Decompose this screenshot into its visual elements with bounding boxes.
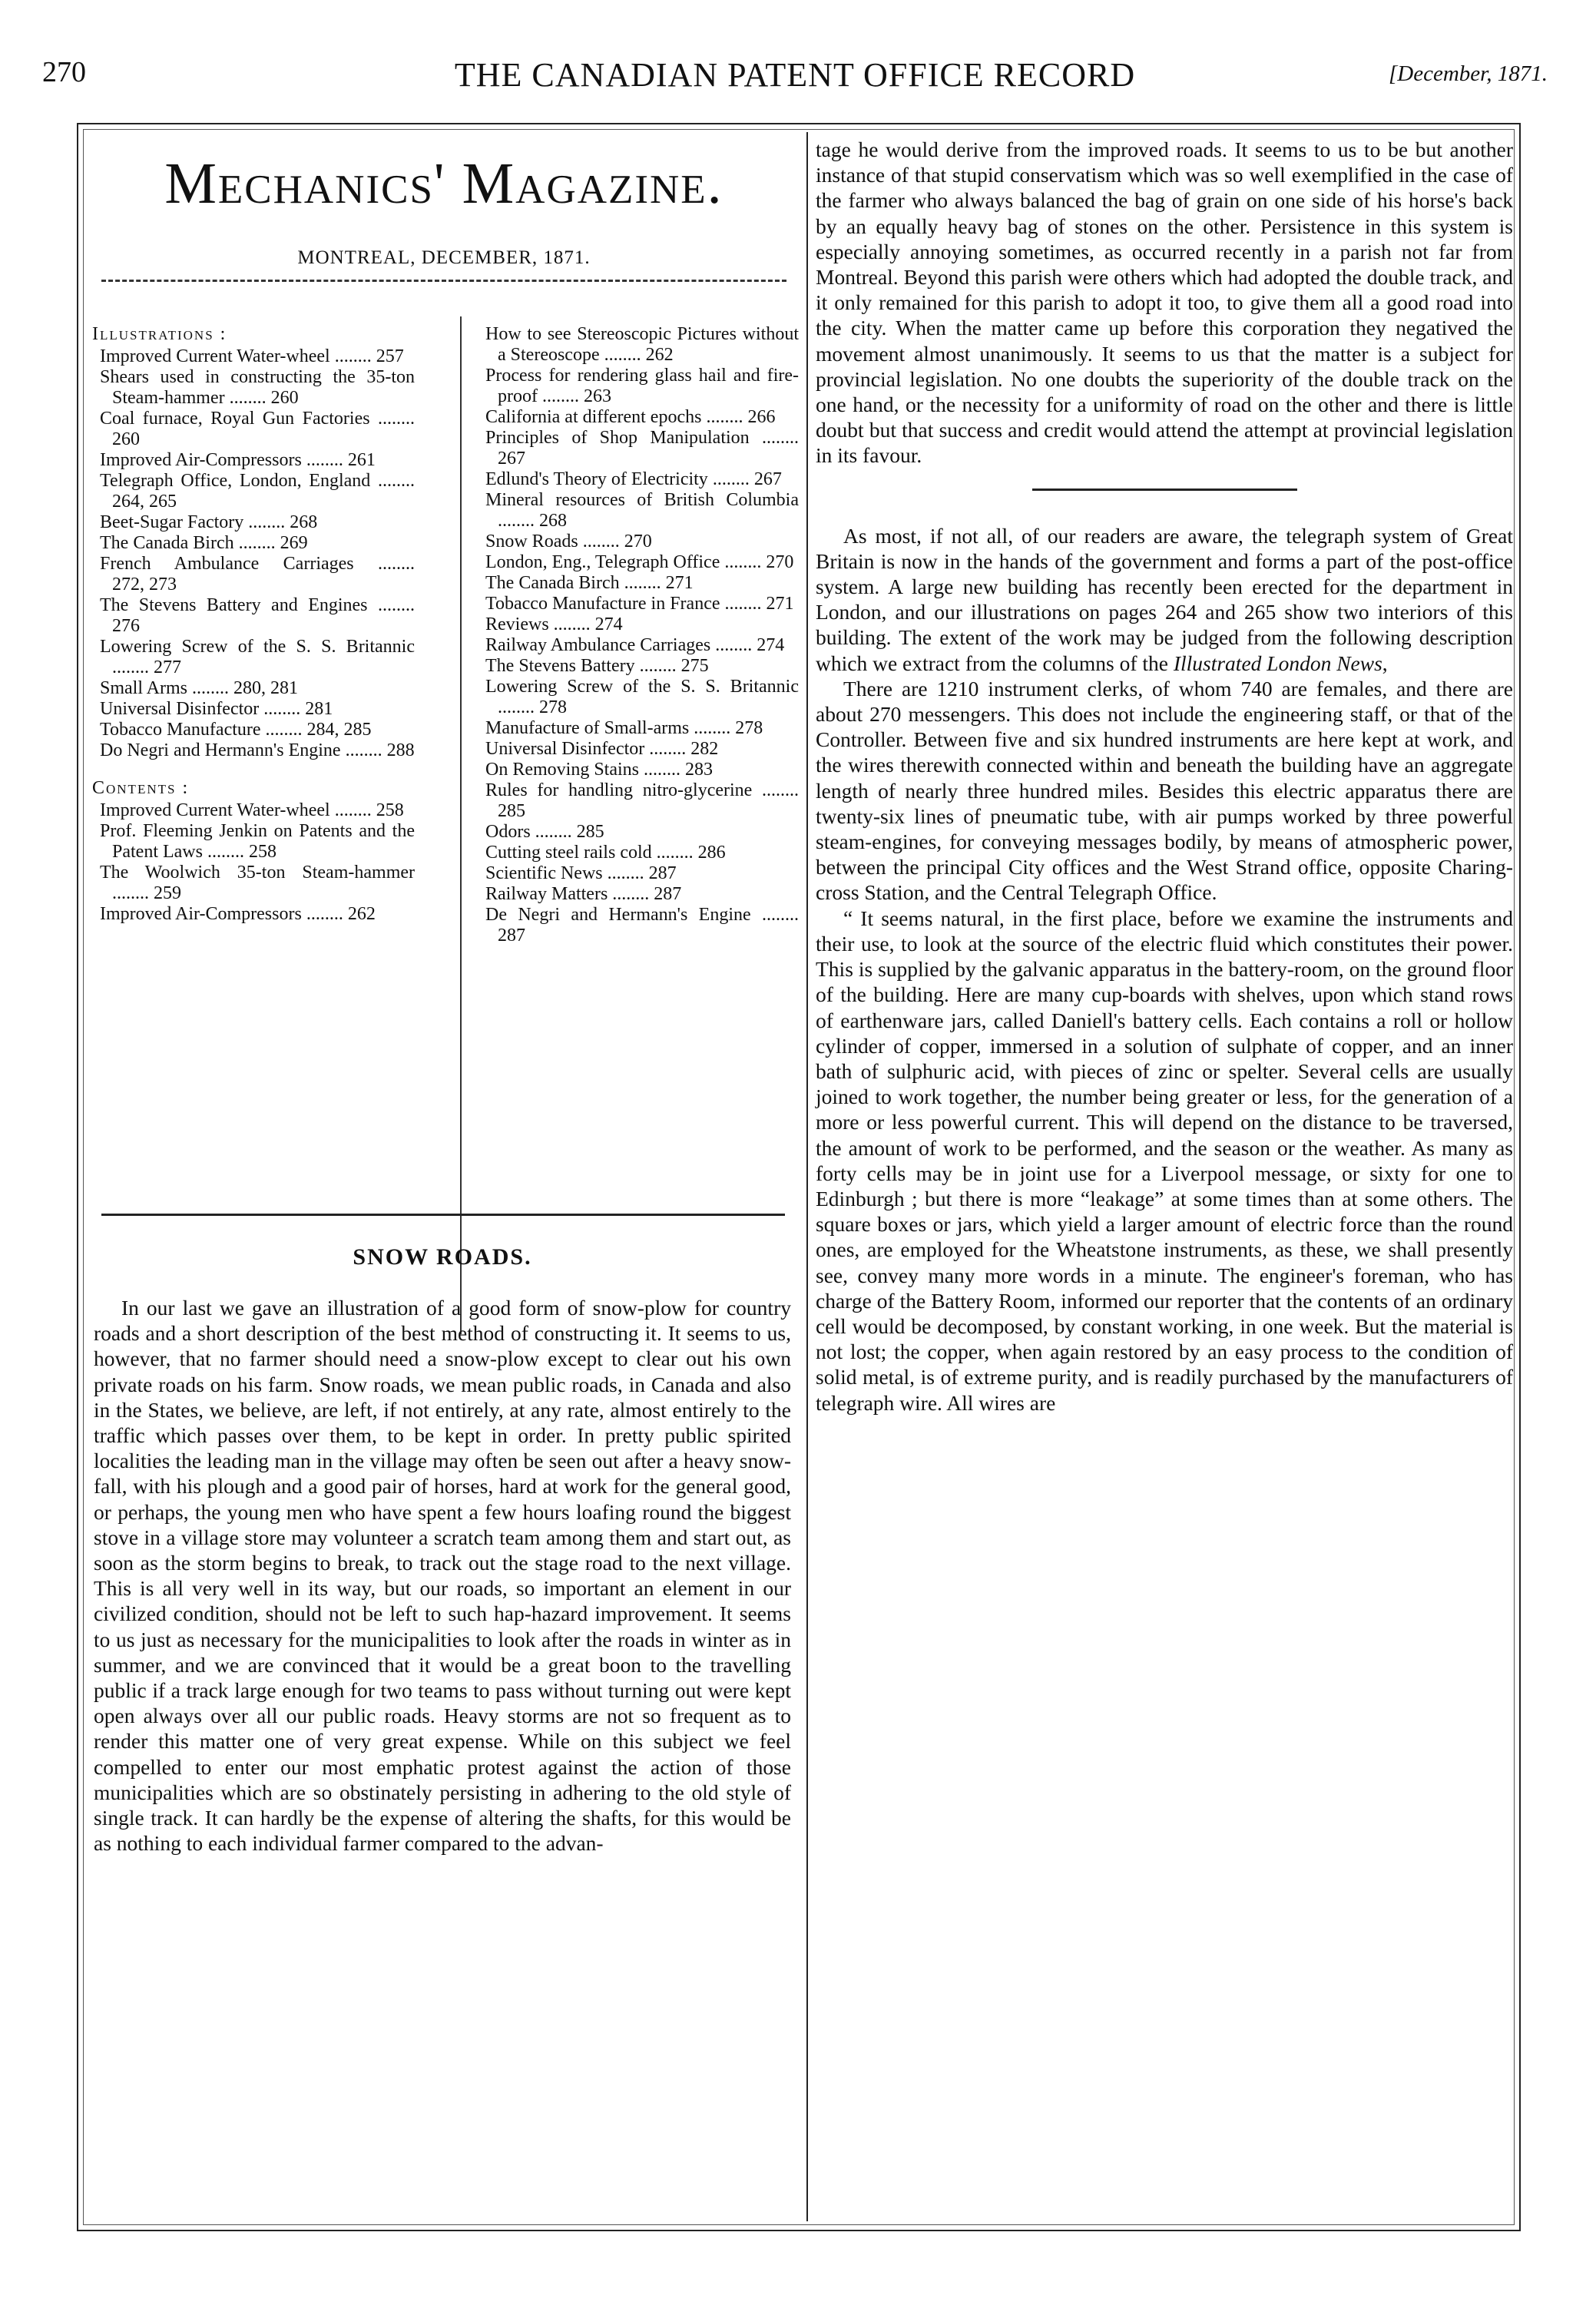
toc-entry-page: 275: [680, 656, 709, 676]
toc-entry-page: 280, 281: [233, 678, 299, 698]
toc-entry-title: Cutting steel rails cold: [485, 843, 652, 863]
article-paragraph: There are 1210 instrument clerks, of whom 740 are females, and there are about 270 messengers. This does not include the engineering staff, or that of the Controller. Between five and six hundred instruments are here kept at work, and the wires therewith connected within and beneath the building have an aggregate length of nearly three hundred miles. Besides this electric apparatus there are twenty-six lines of pneumatic tube, with air pumps worked by three powerful steam-engines, for conveying messages bodily, by means of atmospheric power, between the principal City offices and the West Strand office, opposite Charing-cross Station, and the Central Telegraph Office.: [816, 676, 1513, 905]
column-divider: [806, 132, 808, 2221]
toc-entry-title: Snow Roads: [485, 532, 578, 551]
left-column: [86, 132, 802, 2221]
article-separator: [1032, 489, 1297, 491]
toc-entry-title: Railway Matters: [485, 884, 608, 904]
toc-entry-page: 266: [747, 407, 776, 427]
toc-entry-title: Improved Air-Compressors: [100, 904, 302, 924]
toc-entry-title: Improved Current Water-wheel: [100, 800, 330, 820]
toc-entry: Odors ........ 285: [485, 822, 604, 842]
toc-entry-page: 287: [648, 863, 677, 883]
toc-entry-title: On Removing Stains: [485, 760, 640, 780]
toc-entry-page: 270: [624, 532, 652, 551]
toc-entry-page: 262: [347, 904, 376, 924]
toc-entry-page: 271: [766, 594, 794, 614]
toc-entry-page: 285: [498, 801, 525, 821]
toc-entry: Snow Roads ........ 270: [485, 532, 652, 551]
toc-entry: Railway Ambulance Carriages ........ 274: [485, 635, 785, 655]
toc-entry-title: Tobacco Manufacture: [100, 720, 261, 740]
running-head: [42, 55, 1548, 101]
toc-entry: Reviews ........ 274: [485, 614, 623, 634]
article-continuation: tage he would derive from the improved roads. It seems to us to be but another instance of that stupid conservatism which was so well exemplified in the case of the farmer who always balanced the bag of grain on one side of his horse's back by an equally heavy bag of stones on the other. Persistence in this system is especially annoying sometimes, as occurred recently in a parish not far from Montreal. Beyond this parish were others which had adopted the double track, and it only remained for this parish to adopt it too, to give them all a good road into the city. When the matter came up before this corporation they negatived the movement almost unanimously. It seems to us that the matter is a subject for provincial legislation. No one doubts the superiority of the double track on the one hand, or the necessity for a uniformity of road on the other and there is little doubt but that success and credit would attend the attempt at provincial legislation in its favour.: [816, 137, 1513, 468]
illustrations-list: [92, 346, 415, 761]
table-of-contents: [86, 303, 802, 1343]
toc-entry: Improved Current Water-wheel ........ 258: [100, 800, 404, 820]
toc-entry: The Stevens Battery ........ 275: [485, 656, 709, 676]
toc-entry-title: Shears used in constructing the 35-ton Steam-hammer: [100, 367, 415, 408]
toc-entry: How to see Stereoscopic Pictures without a Stereoscope ........ 262: [485, 324, 799, 365]
toc-entry: Coal furnace, Royal Gun Factories ........ 260: [100, 409, 415, 449]
toc-entry-title: Telegraph Office, London, England: [100, 471, 371, 491]
issue-date: [December, 1871.: [1389, 61, 1548, 86]
toc-entry-title: The Stevens Battery and Engines: [100, 595, 368, 615]
toc-entry-page: 281: [305, 699, 333, 719]
toc-entry-page: 274: [594, 614, 623, 634]
toc-entry-title: The Canada Birch: [100, 533, 234, 553]
toc-entry: Improved Air-Compressors ........ 262: [100, 904, 376, 924]
toc-entry: De Negri and Hermann's Engine ........ 287: [485, 905, 799, 946]
toc-entry: Tobacco Manufacture in France ........ 271: [485, 594, 794, 614]
toc-entry-title: Edlund's Theory of Electricity: [485, 469, 708, 489]
toc-entry-page: 267: [753, 469, 782, 489]
article-paragraph: In our last we gave an illustration of a good form of snow-plow for country roads and a short description of the best method of constructing it. It seems to us, however, that no farmer should need a snow-plow except to clear out his own private roads on his farm. Snow roads, we mean public roads, in Canada and also in the States, we believe, are left, if not entirely, at any rate, almost entirely to the traffic which passes over them, to be kept in order. In pretty public spirited localities the leading man in the village may often be seen out after a heavy snow-fall, with his plough and a good pair of horses, hard at work for the general good, or perhaps, the young men who have spent a few hours loafing round the biggest stove in a village store may volunteer a scratch team among them and start out, as soon as the storm begins to break, to track out the stage road to the next village. This is all very well in its way, but our roads, so important an element in our civilized condition, should not be left to such hap-hazard improvement. It seems to us just as necessary for the municipalities to look after the roads in winter as in summer, and we are convinced that it would be a great boon to the travelling public if a track large enough for two teams to pass without turning out were kept open always over all our public roads. Heavy storms are not so frequent as to render this matter one of very great expense. While on this subject we feel compelled to enter our most emphatic protest against the action of those municipalities which are so obstinately persisting in adhering to the old style of single track. It can hardly be the expense of altering the shafts, for this would be as nothing to each individual farmer compared to the advan-: [94, 1296, 791, 1856]
toc-entry-title: Principles of Shop Manipulation: [485, 428, 750, 448]
toc-entry: Rules for handling nitro-glycerine ........ 285: [485, 780, 799, 821]
publication-title: THE CANADIAN PATENT OFFICE RECORD: [454, 56, 1136, 94]
toc-entry-page: 278: [539, 697, 567, 717]
toc-entry-page: 287: [654, 884, 682, 904]
toc-entry-page: 268: [539, 511, 567, 531]
toc-entry-title: Railway Ambulance Carriages: [485, 635, 711, 655]
toc-entry: Tobacco Manufacture ........ 284, 285: [100, 720, 372, 740]
toc-entry-page: 268: [290, 512, 318, 532]
toc-column-right: [478, 324, 799, 946]
toc-entry: Telegraph Office, London, England ........ 264, 265: [100, 471, 415, 512]
toc-entry: The Woolwich 35-ton Steam-hammer ........ 259: [100, 863, 415, 903]
toc-entry: Lowering Screw of the S. S. Britannic ........ 277: [100, 637, 415, 677]
toc-entry-page: 285: [576, 822, 604, 842]
toc-entry: Railway Matters ........ 287: [485, 884, 682, 904]
toc-entry: Manufacture of Small-arms ........ 278: [485, 718, 763, 738]
toc-entry-title: Reviews: [485, 614, 549, 634]
toc-entry-title: Beet-Sugar Factory: [100, 512, 244, 532]
toc-entry-title: Small Arms: [100, 678, 188, 698]
toc-entry-title: Mineral resources of British Columbia: [485, 490, 799, 510]
article-title: SNOW ROADS.: [353, 1244, 532, 1270]
toc-entry-page: 288: [386, 740, 415, 760]
article-snow-roads: [94, 1244, 791, 1856]
toc-entry-page: 272, 273: [112, 575, 177, 594]
dashed-rule: [101, 280, 786, 282]
toc-divider: [460, 316, 462, 1334]
toc-entry-page: 284, 285: [306, 720, 372, 740]
toc-entry: Improved Current Water-wheel ........ 257: [100, 346, 404, 366]
toc-entry-title: Do Negri and Hermann's Engine: [100, 740, 341, 760]
toc-entry: The Canada Birch ........ 269: [100, 533, 308, 553]
toc-entry-title: Rules for handling nitro-glycerine: [485, 780, 753, 800]
toc-entry: Principles of Shop Manipulation ........ 267: [485, 428, 799, 469]
toc-entry-title: The Woolwich 35-ton Steam-hammer: [100, 863, 415, 883]
contents-list: [92, 800, 415, 925]
toc-entry-page: 259: [154, 883, 181, 903]
toc-entry: Improved Air-Compressors ........ 261: [100, 450, 376, 470]
illustrations-heading: Illustrations :: [92, 324, 227, 344]
toc-entry-page: 283: [685, 760, 714, 780]
toc-entry-title: How to see Stereoscopic Pictures without a Stereoscope: [485, 324, 799, 365]
toc-entry-page: 287: [498, 926, 525, 946]
toc-entry-title: Manufacture of Small-arms: [485, 718, 690, 738]
toc-entry: French Ambulance Carriages ........ 272, 273: [100, 554, 416, 594]
toc-entry-page: 276: [112, 616, 140, 636]
toc-entry-title: Tobacco Manufacture in France: [485, 594, 720, 614]
toc-entry-page: 263: [583, 386, 611, 406]
toc-entry: Beet-Sugar Factory ........ 268: [100, 512, 318, 532]
section-rule: [101, 1214, 785, 1216]
toc-entry-page: 274: [757, 635, 785, 655]
toc-entry-title: French Ambulance Carriages: [100, 554, 354, 574]
toc-entry: Process for rendering glass hail and fire-proof ........ 263: [485, 366, 799, 406]
toc-entry-page: 258: [376, 800, 404, 820]
source-citation: Illustrated London News: [1173, 651, 1382, 675]
toc-entry: Cutting steel rails cold ........ 286: [485, 843, 726, 863]
toc-entry: Scientific News ........ 287: [485, 863, 677, 883]
toc-entry-title: The Canada Birch: [485, 573, 620, 593]
toc-entry-page: 278: [735, 718, 763, 738]
contents-list-continued: [478, 324, 799, 946]
toc-entry-title: Universal Disinfector: [100, 699, 260, 719]
toc-entry: The Canada Birch ........ 271: [485, 573, 694, 593]
toc-entry-title: California at different epochs: [485, 407, 702, 427]
toc-entry-title: Odors: [485, 822, 531, 842]
toc-entry: Lowering Screw of the S. S. Britannic ........ 278: [485, 677, 799, 717]
toc-entry: On Removing Stains ........ 283: [485, 760, 714, 780]
toc-column-left: [92, 324, 415, 925]
toc-entry-page: 260: [270, 388, 299, 408]
toc-entry: The Stevens Battery and Engines ........ 276: [100, 595, 415, 636]
contents-heading: Contents :: [92, 778, 190, 798]
toc-entry: California at different epochs ........ 266: [485, 407, 776, 427]
toc-entry-title: De Negri and Hermann's Engine: [485, 905, 751, 925]
toc-entry-page: 261: [347, 450, 376, 470]
toc-entry: Universal Disinfector ........ 282: [485, 739, 719, 759]
toc-entry-page: 260: [112, 429, 140, 449]
article-paragraph: “ It seems natural, in the first place, before we examine the instruments and their use, to look at the source of the electric fluid which constitutes their power. This is supplied by the galvanic apparatus in the battery-room, on the ground floor of the building. Here are many cup-boards with shelves, upon which stand rows of earthenware jars, called Daniell's battery cells. Each contains a roll or hollow cylinder of copper, immersed in a solution of sulphate of copper, and an inner bath of sulphuric acid, with pieces of zinc or spelter. Several cells are usually joined to work together, the number being greater or less, for the generation of a more or less powerful current. This will depend on the distance to be traversed, the amount of work to be performed, and the season or the weather. As many as forty cells may be in joint use for a Liverpool message, or sixty for one to Edinburgh ; but there is more “leakage” at some times than at some others. The square boxes or jars, which yield a larger amount of electric force than the round ones, are employed for the Wheatstone instruments, as these, we shall presently see, convey many more words in a minute. The engineer's foreman, who has charge of the Battery Room, informed our reporter that the contents of an ordinary cell would be decomposed, by constant working, in one week. But the material is not lost; the copper, when again restored by an easy process to the condition of solid metal, is of extreme purity, and is readily purchased by the manufacturers of telegraph wire. All wires are: [816, 906, 1513, 1415]
toc-entry: Shears used in constructing the 35-ton Steam-hammer ........ 260: [100, 367, 415, 408]
toc-entry-page: 277: [154, 657, 181, 677]
article-telegraph: [816, 523, 1513, 1416]
toc-entry-page: 282: [690, 739, 719, 759]
toc-entry-title: Improved Air-Compressors: [100, 450, 302, 470]
toc-entry-title: Coal furnace, Royal Gun Factories: [100, 409, 370, 429]
toc-entry-title: Lowering Screw of the S. S. Britannic: [485, 677, 799, 697]
toc-entry-page: 271: [665, 573, 694, 593]
toc-entry: Edlund's Theory of Electricity ........ 267: [485, 469, 782, 489]
toc-entry: Prof. Fleeming Jenkin on Patents and the Patent Laws ........ 258: [100, 821, 415, 862]
toc-entry-page: 258: [248, 842, 276, 862]
toc-entry-title: Improved Current Water-wheel: [100, 346, 330, 366]
toc-entry-title: Scientific News: [485, 863, 603, 883]
toc-entry-title: The Stevens Battery: [485, 656, 635, 676]
toc-entry-title: Lowering Screw of the S. S. Britannic: [100, 637, 415, 657]
toc-entry-page: 257: [376, 346, 404, 366]
right-column: [816, 132, 1513, 2221]
toc-entry: Mineral resources of British Columbia ........ 268: [485, 490, 799, 531]
toc-entry-page: 267: [498, 449, 525, 469]
masthead-title: Mechanics' Magazine.: [164, 151, 723, 216]
toc-entry: London, Eng., Telegraph Office ........ 270: [485, 552, 794, 572]
toc-entry-title: Universal Disinfector: [485, 739, 645, 759]
toc-entry-page: 269: [280, 533, 308, 553]
page-number: 270: [42, 56, 86, 88]
article-paragraph: As most, if not all, of our readers are aware, the telegraph system of Great Britain is now in the hands of the government and forms a part of the post-office system. A large new building has recently been erected for the department in London, and our illustrations on pages 264 and 265 show two interiors of this building. The extent of the work may be judged from the following description which we extract from the columns of the Illustrated London News,: [816, 523, 1513, 675]
toc-entry: Do Negri and Hermann's Engine ........ 288: [100, 740, 415, 760]
toc-entry-page: 264, 265: [112, 492, 177, 512]
toc-entry-page: 270: [766, 552, 794, 572]
toc-entry: Universal Disinfector ........ 281: [100, 699, 333, 719]
toc-entry-page: 262: [645, 345, 674, 365]
toc-entry-page: 286: [697, 843, 726, 863]
toc-entry-title: Prof. Fleeming Jenkin on Patents and the Patent Laws: [100, 821, 415, 862]
toc-entry: Small Arms ........ 280, 281: [100, 678, 299, 698]
dateline: MONTREAL, DECEMBER, 1871.: [297, 247, 591, 268]
toc-entry-title: Process for rendering glass hail and fire-proof: [485, 366, 799, 406]
toc-entry-title: London, Eng., Telegraph Office: [485, 552, 720, 572]
